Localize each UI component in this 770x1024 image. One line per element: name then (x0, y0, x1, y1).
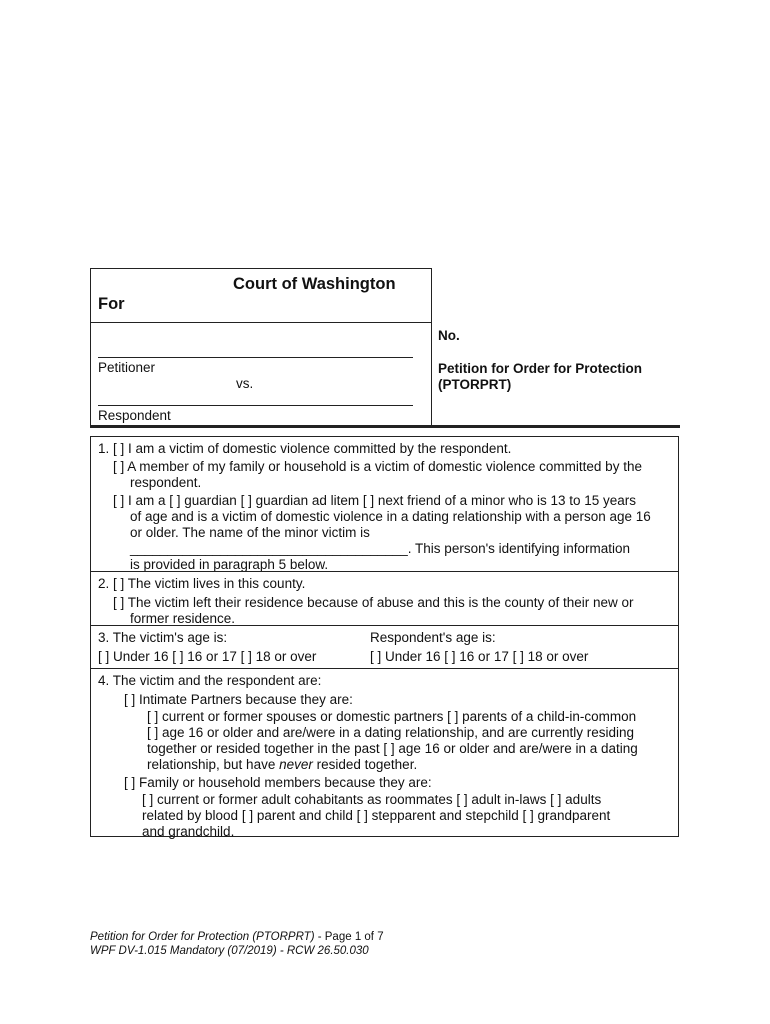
s1-victim-self-option[interactable]: 1. [ ] I am a victim of domestic violence committed by the respondent. (98, 441, 512, 456)
s2-text-line: former residence. (130, 611, 236, 626)
court-name: Court of Washington (233, 275, 396, 293)
s1-family-member-option[interactable]: [ ] A member of my family or household is a victim of domestic violence committed by the (113, 459, 642, 474)
s4-heading: 4. The victim and the respondent are: (98, 673, 322, 688)
caption-divider (90, 425, 680, 428)
section-divider (91, 668, 678, 669)
s4-intimate-partners-option[interactable]: [ ] Intimate Partners because they are: (124, 692, 353, 707)
footer-title: Petition for Order for Protection (PTORPRT) (90, 931, 315, 943)
s1-text-line: or older. The name of the minor victim is (130, 525, 370, 540)
s4-text-line: and grandchild. (142, 824, 235, 839)
versus-label: vs. (236, 376, 254, 391)
case-number-label: No. (438, 328, 460, 343)
s4-family-household-option[interactable]: [ ] Family or household members because they are: (124, 775, 432, 790)
s3-respondent-age-options[interactable]: [ ] Under 16 [ ] 16 or 17 [ ] 18 or over (370, 649, 589, 664)
s1-minor-option[interactable]: [ ] I am a [ ] guardian [ ] guardian ad litem [ ] next friend of a minor who is 13 to 15 years (113, 493, 637, 508)
s1-minor-name-line[interactable]: _____________________________________. This person's identifying information (130, 541, 630, 556)
s4-text-segment: resided together. (312, 757, 418, 772)
petition-body (90, 436, 679, 837)
footer-page-number: - Page 1 of 7 (314, 931, 384, 943)
s4-text-line: related by blood [ ] parent and child [ ] stepparent and stepchild [ ] grandparent (142, 808, 611, 823)
s3-victim-age-options[interactable]: [ ] Under 16 [ ] 16 or 17 [ ] 18 or over (98, 649, 317, 664)
s1-text-line: is provided in paragraph 5 below. (130, 557, 329, 572)
s2-left-residence-option[interactable]: [ ] The victim left their residence because of abuse and this is the county of their new or (113, 595, 634, 610)
footer-line-1 (90, 931, 384, 943)
section-divider (91, 625, 678, 626)
case-caption-box (90, 268, 432, 427)
s4-emphasis-never: never (279, 757, 313, 772)
footer-line-2: WPF DV-1.015 Mandatory (07/2019) - RCW 26.50.030 (90, 945, 369, 957)
section-divider (91, 571, 678, 572)
s4-text-line: together or resided together in the past [ ] age 16 or older and are/were in a dating (147, 741, 638, 756)
document-title-line1: Petition for Order for Protection (438, 361, 643, 376)
respondent-label: Respondent (98, 408, 171, 423)
s4-cohabitants-option[interactable]: [ ] current or former adult cohabitants as roommates [ ] adult in-laws [ ] adults (142, 792, 602, 807)
document-title-line2: (PTORPRT) (438, 377, 512, 392)
respondent-name-line[interactable] (98, 405, 413, 406)
s4-dating-residing-option[interactable]: [ ] age 16 or older and are/were in a dating relationship, and are currently residing (147, 725, 635, 740)
s2-lives-in-county-option[interactable]: 2. [ ] The victim lives in this county. (98, 576, 306, 591)
court-header (91, 269, 431, 323)
petitioner-name-line[interactable] (98, 357, 413, 358)
s4-text-segment: relationship, but have (147, 757, 280, 772)
s1-text-line: respondent. (130, 475, 202, 490)
petitioner-label: Petitioner (98, 360, 156, 375)
court-for-label: For (98, 295, 125, 313)
s4-text-line (147, 757, 417, 773)
s1-text-line: of age and is a victim of domestic violence in a dating relationship with a person age 16 (130, 509, 651, 524)
s4-spouses-option[interactable]: [ ] current or former spouses or domestic partners [ ] parents of a child-in-common (147, 709, 637, 724)
s3-respondent-age-heading: Respondent's age is: (370, 630, 496, 645)
s3-victim-age-heading: 3. The victim's age is: (98, 630, 228, 645)
